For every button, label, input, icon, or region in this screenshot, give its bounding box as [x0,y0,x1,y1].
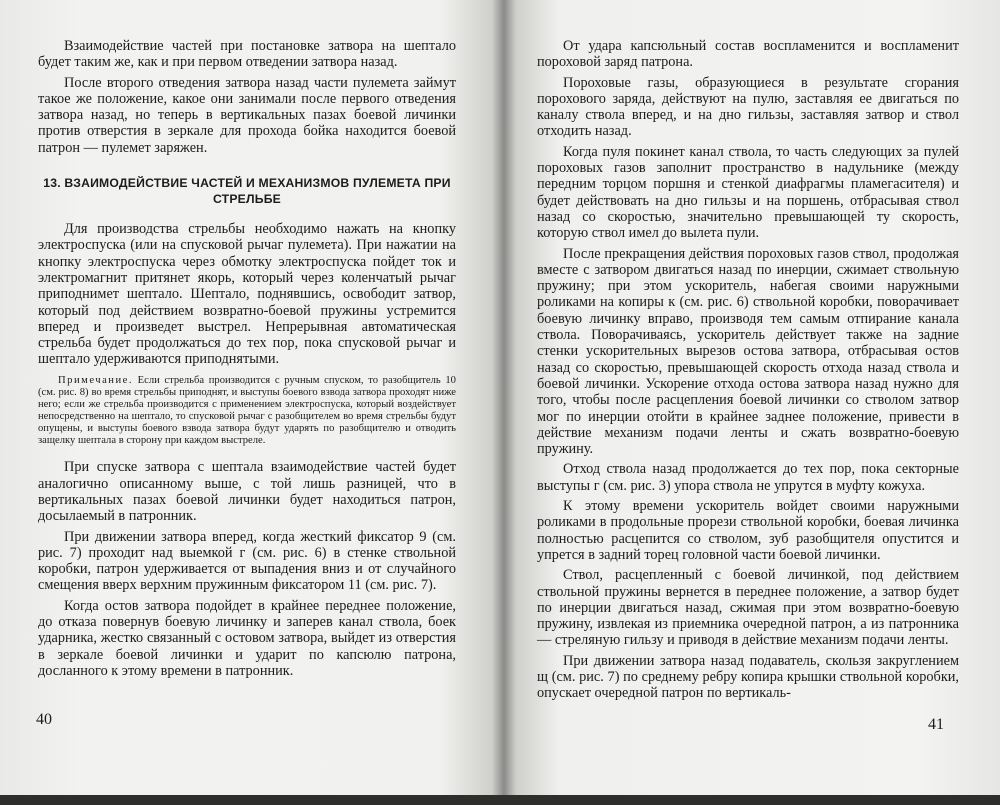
paragraph: Взаимодействие частей при постановке затвора на шептало будет таким же, как и при первом отведении затвора назад. [38,38,456,71]
note-text: Если стрельба производится с ручным спуском, то разобщитель 10 (см. рис. 8) во время стрельбы приподнят, и выступы боевого взвода затвора проходят ниже него; если же стрельба производится с применением электроспуска, который воздействует непосредственно на шептало, то спусковой рычаг с разобщителем во время стрельбы будут опущены, и выступы боевого взвода затвора будут ударять по разобщителю и отводить защелку шептала в сторону при каждом выстреле. [38,374,456,447]
paragraph: Пороховые газы, образующиеся в результате сгорания порохового заряда, действуют на пулю, заставляя ее двигаться по каналу ствола вперед, и на дно гильзы, заставляя затвор и ствол отходить назад. [537,74,959,140]
right-page [505,0,1000,795]
scanner-edge [0,795,1000,805]
note [38,375,456,448]
right-page-text [537,38,959,706]
paragraph: После второго отведения затвора назад части пулемета займут такое же положение, какое они занимали после первого отведения затвора назад, но теперь в вертикальных пазах боевой личинки против отверстия в зеркале для прохода бойка находится боевой патрон — пулемет заряжен. [38,74,456,156]
page-number: 40 [36,711,52,728]
note-label: Примечание. [58,374,133,386]
paragraph: После прекращения действия пороховых газов ствол, продолжая вместе с затвором двигаться назад по инерции, сжимает ствольную пружину; при этом ускоритель, набегая своими наружными роликами на копиры к (см. рис. 6) ствольной коробки, поворачивает боевую личинку вправо, производя тем самым отпирание канала ствола. Поворачиваясь, ускоритель действует также на задние стенки ускорительных вырезов остова затвора, отбрасывая остов назад со скоростью, превышающей скорость отхода назад ствола и боевой личинки. Ускорение отхода остова затвора назад нужно для того, чтобы после расцепления боевой личинки со стволом затвор мог по инерции отойти в крайнее заднее положение, привести в действие механизм подачи ленты и сжать возвратно-боевую пружину. [537,245,959,458]
paragraph: К этому времени ускоритель войдет своими наружными роликами в продольные прорези ствольной коробки, боевая личинка полностью расцепится со стволом, зуб разобщителя опустится и упрется в задний торец головной части боевой личинки. [537,498,959,563]
paragraph: Когда пуля покинет канал ствола, то часть следующих за пулей пороховых газов заполнит пространство в надульнике (между передним торцом поршня и стенкой диафрагмы пламегасителя) и будет действовать на дно гильзы и на поршень, отбрасывая ствол назад со скоростью, значительно превышающей ту скорость, которую ствол имел до вылета пули. [537,143,959,242]
paragraph: От удара капсюльный состав воспламенится и воспламенит пороховой заряд патрона. [537,38,959,71]
paragraph: Ствол, расцепленный с боевой личинкой, под действием ствольной пружины вернется в переднее положение, а затвор будет по инерции двигаться назад, сжимая при этом возвратно-боевую пружину, извлекая из приемника очередной патрон, а из патронника — стреляную гильзу и приводя в действие механизм подачи ленты. [537,567,959,649]
paragraph: При движении затвора назад подаватель, скользя закруглением щ (см. рис. 7) по среднему ребру копира крышки ствольной коробки, опускает очередной патрон по вертикаль- [537,652,959,702]
paragraph: Отход ствола назад продолжается до тех пор, пока секторные выступы г (см. рис. 3) упора ствола не упрутся в муфту кожуха. [537,461,959,494]
paragraph: При движении затвора вперед, когда жесткий фиксатор 9 (см. рис. 7) проходит над выемкой г (см. рис. 6) в стенке ствольной коробки, патрон удерживается от выпадения вниз и от случайного смещения вверх верхним пружинным фиксатором 11 (см. рис. 7). [38,528,456,594]
section-heading: 13. ВЗАИМОДЕЙСТВИЕ ЧАСТЕЙ И МЕХАНИЗМОВ ПУЛЕМЕТА ПРИ СТРЕЛЬБЕ [43,176,451,206]
paragraph: Когда остов затвора подойдет в крайнее переднее положение, до отказа повернув боевую личинку и заперев канал ствола, боек ударника, жестко связанный с остовом затвора, выйдет из отверстия в зеркале боевой личинки и ударит по капсюлю патрона, досланного к этому времени в патронник. [38,597,456,679]
page-number: 41 [928,716,944,733]
paragraph: При спуске затвора с шептала взаимодействие частей будет аналогично описанному выше, с той лишь разницей, что в вертикальных пазах боевой личинки будет находиться патрон, досылаемый в патронник. [38,459,456,525]
left-page-text [38,38,456,683]
left-page [0,0,497,795]
paragraph: Для производства стрельбы необходимо нажать на кнопку электроспуска (или на спусковой рычаг пулемета). При нажатии на кнопку электроспуска через обмотку электроспуска пойдет ток и электромагнит притянет якорь, который через коленчатый рычаг приподнимет шептало. Шептало, поднявшись, освободит затвор, который под действием возвратно-боевой пружины устремится вперед и произведет выстрел. Непрерывная автоматическая стрельба будет продолжаться до тех пор, пока спусковой рычаг и шептало удерживаются приподнятыми. [38,221,456,368]
